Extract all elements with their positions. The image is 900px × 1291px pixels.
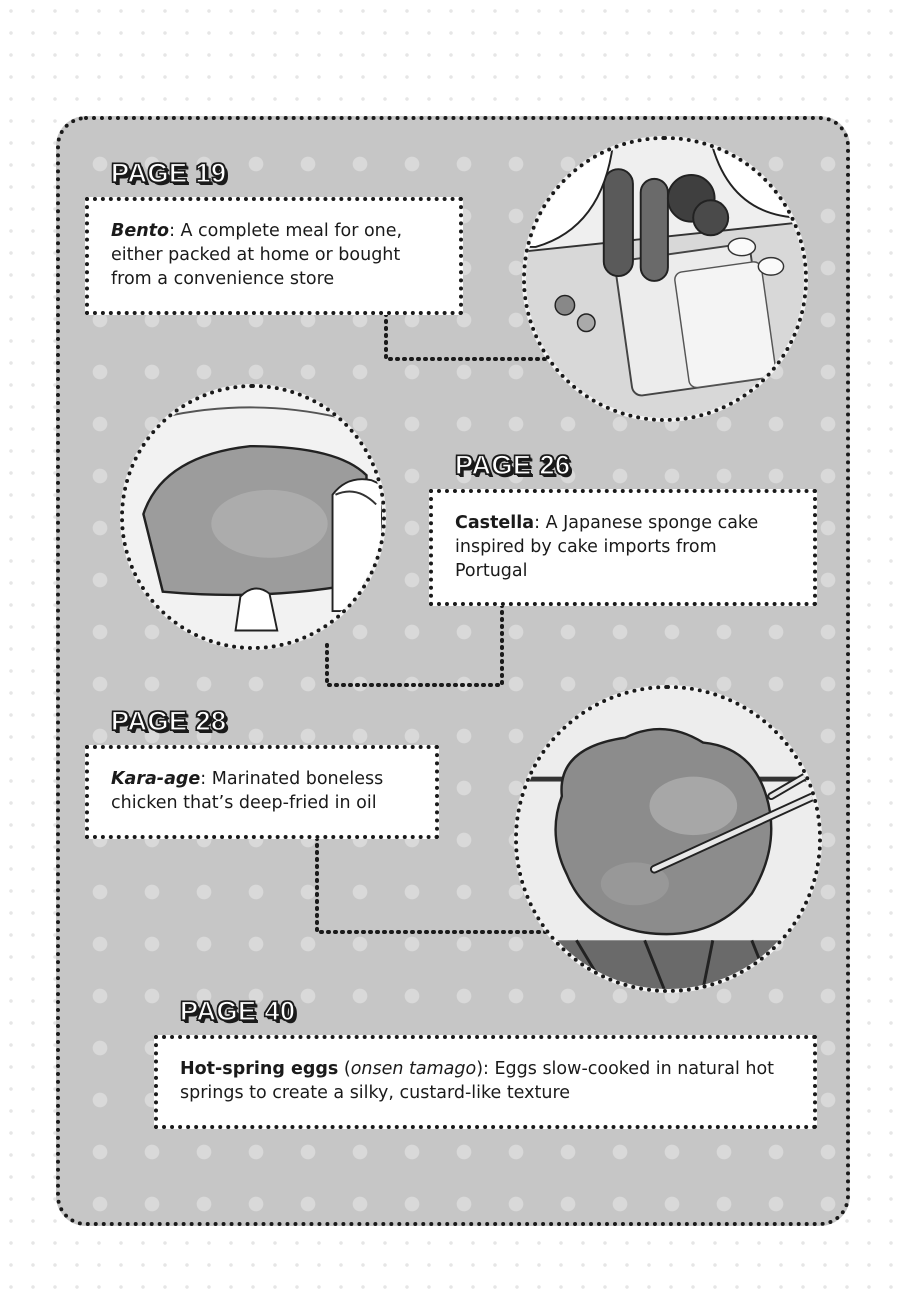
castella-definition-box (429, 489, 817, 606)
hot-spring-eggs-definition-box (154, 1035, 817, 1129)
bento-definition: : A complete meal for one, either packed at home or bought from a convenience store (111, 221, 403, 289)
karaage-definition: : Marinated boneless chicken that’s deep-fried in oil (111, 769, 384, 813)
karaage-definition-box (85, 745, 439, 839)
page-19-heading: PAGE 19 (111, 158, 227, 188)
page-26-heading: PAGE 26 (455, 450, 571, 480)
castella-definition: : A Japanese sponge cake inspired by cake imports from Portugal (455, 513, 759, 581)
definition-open-paren: ( (338, 1059, 351, 1079)
karaage-illustration (514, 685, 822, 993)
page-28-heading: PAGE 28 (111, 706, 227, 736)
karaage-term: Kara-age (111, 769, 201, 789)
bento-illustration (522, 136, 808, 422)
castella-illustration (120, 384, 386, 650)
hot-spring-eggs-romaji: onsen tamago (350, 1059, 477, 1079)
castella-term: Castella (455, 513, 535, 533)
bento-definition-box (85, 197, 463, 315)
hot-spring-eggs-term: Hot-spring eggs (180, 1059, 339, 1079)
page-40-heading: PAGE 40 (180, 996, 296, 1026)
bento-term: Bento (111, 221, 170, 241)
hot-spring-eggs-definition: ): Eggs slow-cooked in natural hot springs to create a silky, custard-like texture (180, 1059, 775, 1103)
